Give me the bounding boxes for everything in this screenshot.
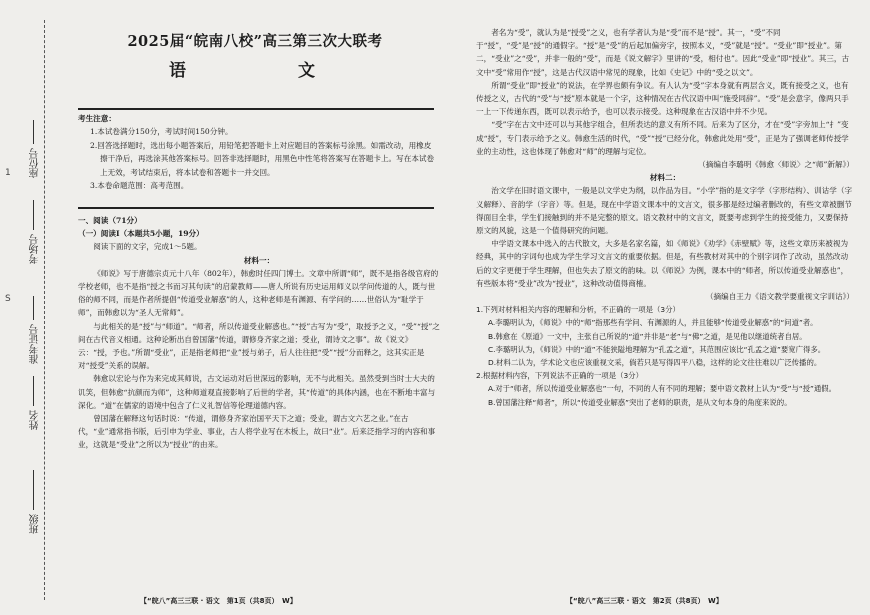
bottom-rule xyxy=(78,207,434,209)
question-option: C.李璐明认为，《师说》中的“道”不能狭隘地理解为“孔孟之道”，其范围应该比“孔孟之道”要宽广得多。 xyxy=(488,344,826,354)
question-option: B.曾国藩注释“师者”，所以“传道受业解惑”突出了老师的职责，是从文句本身的角度来说的。 xyxy=(488,397,792,407)
material-label: 材料一： xyxy=(243,255,275,265)
exam-id-label: 准考证号 xyxy=(30,324,41,364)
material-paragraph: 《师说》写于唐德宗贞元十八年（802年），韩愈时任四门博士。文章中所谓“师”，既不是指各级官府的学校老师，也不是指“授之书而习其句读”的启蒙教师——唐人所说有历史运用师义以学问传道的人，既与世俗的师不同，而是作者所提倡“传道受业解惑”的人，这种老师是有渊源、有学问的……世俗认为“耻学于师”，而韩愈以为“圣人无常师”。 xyxy=(78,268,439,318)
class-label: 班级 xyxy=(30,514,41,534)
section-heading: 一、阅读（71分） xyxy=(78,216,142,225)
footer-right: 【“皖八”高三三联 · 语文 第2页（共8页） W】 xyxy=(566,597,723,605)
page-title: 2025届“皖南八校”高三第三次大联考 xyxy=(127,33,383,50)
class-blank xyxy=(33,470,34,510)
instruction: 阅读下面的文字，完成1～5题。 xyxy=(93,242,202,252)
footer-left: 【“皖八”高三三联 · 语文 第1页（共8页） W】 xyxy=(140,597,297,605)
exam-room-label: 考场号 xyxy=(30,234,41,264)
notice-item: 1.本试卷满分150分，考试时间150分钟。 xyxy=(90,127,233,137)
notice-item: 3.本卷命题范围：高考范围。 xyxy=(90,181,189,191)
right-column xyxy=(470,0,858,615)
seat-label: 座位号 xyxy=(30,148,41,178)
margin-mark: S xyxy=(5,294,11,304)
subject-title: 语 文 xyxy=(169,61,341,81)
right-text xyxy=(476,26,854,409)
room-blank xyxy=(33,200,34,230)
name-blank xyxy=(33,376,34,406)
id-blank xyxy=(33,296,34,320)
material-paragraph: 与此相关的是“授”与“师道”。“师者，所以传道受业解惑也。”“授”古写为“受”，取授予之义，“受”“授”之间在古代音义相通。这种论断出自曾国藩“传道，谓修身齐家之道；受业，谓诗文之事”。故《说文》云：“授，予也。”所谓“受业”，正是指老师把“业”授与弟子，后人往往把“受”“授”分而释之，这其实正是对“授受”关系的误解。 xyxy=(78,321,440,371)
material-paragraph: “受”字在古文中还可以与其他字组合，但所表达的意义有所不同。后来为了区分，才在“受”字旁加上“扌”变成“授”，专门表示给予之义。韩愈生活的时代，“受”“授”已经分化，韩愈此处用“受”，正是为了强调老师传授学业的主动性，这也体现了韩愈对“师”的理解与定位。 xyxy=(476,120,849,156)
cut-line xyxy=(44,20,45,600)
notice-item: 2.回答选择题时，选出每小题答案后，用铅笔把答题卡上对应题目的答案标号涂黑。如需改动，用橡皮擦干净后，再选涂其他答案标号。回答非选择题时，用黑色中性笔将答案写在答题卡上。写在本试卷上无效，考试结束后，将本试卷和答题卡一并交回。 xyxy=(90,140,435,177)
notice-heading: 考生注意： xyxy=(78,114,116,123)
seat-blank xyxy=(33,120,34,144)
binding-margin xyxy=(0,0,64,615)
question-option: D.材料二认为，学术论文也应该重视文采，倘若只是写得四平八稳，这样的论文往往难以广泛传播的。 xyxy=(488,358,822,368)
material-paragraph: 治文学在旧时语文课中，一般是以文学史为纲，以作品为目。“小学”指的是文字学（字形结构）、训诂学（字义解释）、音韵学（字音）等。但是，现在中学语文课本中的文言文，很多都是经过编者删改的，有些文章被删节得面目全非，学生们接触到的并不是完整的原文。语文教材中的文言文，既要考虑到学生的接受能力，又要保持原文的风貌，这是一个值得研究的问题。 xyxy=(476,186,853,236)
top-rule xyxy=(78,108,434,110)
material-label: 材料二： xyxy=(649,173,681,183)
material-paragraph: 韩愈以宏论与作为来完成其师说，古文运动对后世深远的影响，无不与此相关。虽然受到当时士大夫的讥笑，但韩愈“抗颜而为师”，这种师道观直接影响了后世的学者，其“传道”的具体内涵，也在不断地丰富与深化。“道”在儒家的语境中包含了仁义礼智信等伦理道德内容。 xyxy=(78,374,436,410)
name-label: 姓名 xyxy=(30,410,41,430)
material-paragraph: 所谓“受业”即“授业”的说法，在学界也颇有争议。有人认为“受”字本身就有两层含义，既有接受之义，也有传授之义，古代的“受”与“授”原本就是一个字，这种情况在古代汉语中叫“施受同辞”。“受”是会意字，像两只手一上一下传递东西，既可以表示给予，也可以表示接受。这种现象在古汉语中并不少见。 xyxy=(476,80,849,117)
left-column xyxy=(70,0,452,615)
question-stem: 1.下列对材料相关内容的理解和分析，不正确的一项是（3分） xyxy=(476,305,680,315)
material-paragraph: 中学语文课本中选入的古代散文，大多是名家名篇，如《师说》《劝学》《赤壁赋》等，这些文章历来被视为经典，其中的字词句也成为学生学习文言文的重要依据。但是，有些教材对其中的个别字词作了改动，虽然改动后的文字更便于学生理解，但也失去了原文的韵味。以《师说》为例，课本中的“师者，所以传道受业解惑也”，有些版本将“受业”改为“授业”，这种改动值得商榷。 xyxy=(476,239,849,288)
question-option: B.韩愈在《原道》一文中，主张自己所说的“道”并非是“老”与“佛”之道，是见他以继道统者自居。 xyxy=(488,331,807,341)
reading-section xyxy=(78,214,440,452)
question-stem: 2.根据材料内容，下列说法不正确的一项是（3分） xyxy=(476,371,643,381)
question-option: A.李璐明认为，《师说》中的“师”指那些有学问、有渊源的人，并且能够“传道受业解惑”的“问道”者。 xyxy=(488,318,818,328)
source-note: （摘编自李璐明《韩愈〈师说〉之“师”新解》） xyxy=(698,160,854,170)
source-note: （摘编自王力《语文教学要重视文字训诂》） xyxy=(705,292,854,302)
question-option: A.对于“师者，所以传道受业解惑也”一句，不同的人有不同的理解；要中语文教材上认为“受”与“授”通假。 xyxy=(488,384,837,394)
material-paragraph: 曾国藩在解释这句话时说：“传道，谓修身齐家治国平天下之道；受业，谓古文六艺之业。”在古代，“业”通常指书版，后引申为学业、事业，古人将学业写在木板上，故曰“业”。后来泛指学习的内容和事业，这就是“受业”之所以为“授业”的由来。 xyxy=(78,414,436,450)
subsection-heading: （一）阅读Ⅰ（本题共5小题，19分） xyxy=(78,229,204,239)
margin-mark: 1 xyxy=(5,168,11,178)
material-paragraph: 者名为“受”，就认为是“授受”之义，也有学者认为是“受”而不是“授”。其一，“受”不同于“授”，“受”是“授”的通假字。“授”是“受”的后起加偏旁字，按照本义，“受”就是“授”。“受业”即“授业”。第二，“受业”之“受”，并非一般的“受”，而是《说文解字》里讲的“受，相付也”。因此“受业”即“授业”。其三，古文中“受”常用作“授”，这是古代汉语中常见的现象，比如《史记》中的“受之以文”。 xyxy=(476,28,850,77)
notice-box xyxy=(78,112,438,192)
